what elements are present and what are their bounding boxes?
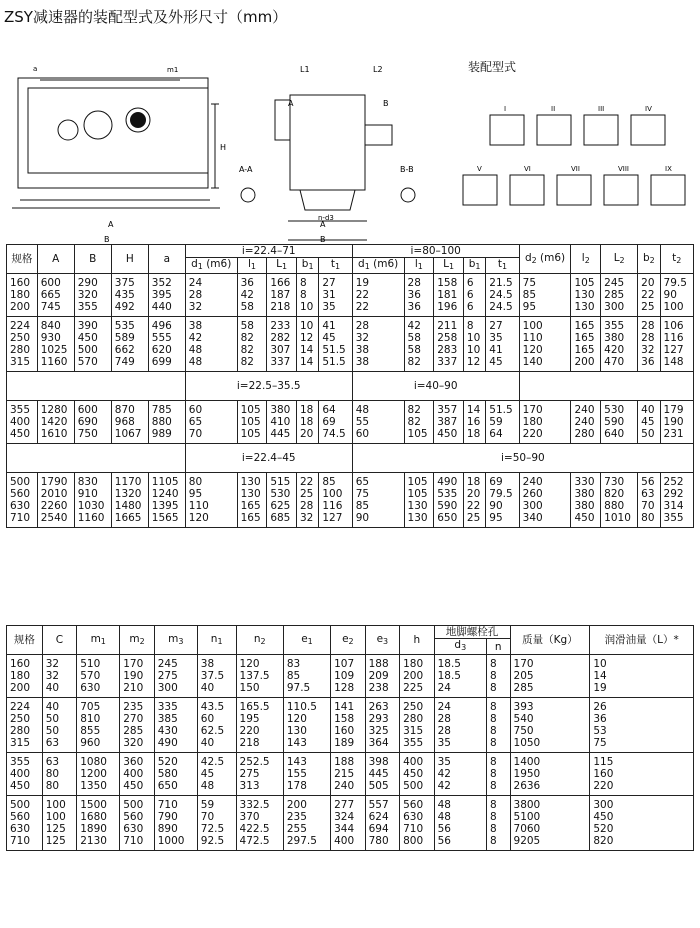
assembly-box — [463, 175, 497, 205]
assembly-type-icons — [463, 105, 685, 205]
svg-text:A: A — [108, 220, 114, 229]
svg-text:A: A — [320, 220, 326, 229]
assembly-label: VIII — [618, 165, 629, 173]
assembly-box — [584, 115, 618, 145]
svg-text:B: B — [320, 235, 326, 244]
section-a-circle — [241, 188, 255, 202]
svg-text:H: H — [220, 143, 227, 152]
assembly-label: II — [551, 105, 556, 113]
assembly-box — [631, 115, 665, 145]
assembly-label: VII — [571, 165, 580, 173]
assembly-box — [557, 175, 591, 205]
svg-text:m1: m1 — [167, 66, 179, 74]
svg-text:B: B — [104, 235, 110, 244]
svg-text:B-B: B-B — [400, 165, 414, 174]
assembly-drawings — [0, 30, 700, 244]
dimension-table-1: 规格 A B H a i=22.4–71 i=80–100 $d_2$ (m6) $l_2$ $L_2$ $b_2$ $t_2$ $d_1$ (m6) $l_1$ $L_1$ $b_1$ $t_1$ $d_1$ (m6) $l_1$ $L_1$ $b_1$ $t_1$ 160 180 200 600 665 745 290 320 355 375 435 492 352 395 440 24 28 32 36 42 58 166 187 218 8 8 10 27 31 35 19 22 22 28 36 36 158 181 196 6 6 6 21.5 24.5 24.5 75 85 95 105 130 130 245 285 300 20 22 25 79.5 90 100 224 250 280 315 840 930 1025 1160 390 450 500 570 535 589 662 749 496 555 620 699 38 42 48 48 58 82 82 82 233 282 307 337 10 12 14 14 41 45 51.5 51.5 28 32 38 38 42 58 58 82 211 258 283 337 8 10 10 12 27 35 41 45 100 110 120 140 165 165 165 200 355 380 420 470 28 28 32 36 106 116 127 148 i=22.5–35.5 i=40–90 355 400 450 1280 1420 1610 600 690 750 870 968 1067 785 880 989 60 65 70 105 105 105 380 410 445 18 18 20 64 69 74.5 48 55 60 82 82 105 357 387 450 14 16 18 51.5 59 64 170 180 220 240 240 280 530 590 640 40 45 50 179 190 231 i=22.4–45 i=50–90 500 560 630 710 1790 2010 2260 2540 830 910 1030 1160 1170 1320 1480 1665 1105 1240 1395 1565 80 95 110 120 130 130 165 165 515 530 625 685 22 25 28 32 85 100 116 127 65 75 85 90 105 105 130 130 490 535 590 650 18 20 22 25 69 79.5 90 95 240 260 300 340 330 380 380 450 730 820 880 1010 56 63 70 80 252 292 314 355 — [6, 244, 694, 528]
section-b-circle — [401, 188, 415, 202]
assembly-box — [510, 175, 544, 205]
gearbox-side-view — [18, 78, 208, 188]
assembly-box — [651, 175, 685, 205]
assembly-label: V — [477, 165, 482, 173]
assembly-box — [537, 115, 571, 145]
svg-text:L1: L1 — [300, 65, 310, 74]
assembly-box — [604, 175, 638, 205]
assembly-label: IX — [665, 165, 672, 173]
dimension-table-2: 规格 C $m_1$ $m_2$ $m_3$ $n_1$ $n_2$ $e_1$ $e_2$ $e_3$ h 地脚螺栓孔 质量（Kg） 润滑油量（L）* $d_3$ n 160 180 200 32 32 40 510 570 630 170 190 210 245 275 300 38 37.5 40 120 137.5 150 83 85 97.5 107 109 128 188 209 238 180 200 225 18.5 18.5 24 8 8 8 170 205 285 10 14 19 224 250 280 315 40 50 50 63 705 810 855 960 235 270 285 320 335 385 430 490 43.5 60 62.5 40 165.5 195 220 218 110.5 120 130 143 141 158 160 189 263 293 325 364 250 280 315 355 24 28 28 35 8 8 8 8 393 540 750 1050 26 36 53 75 355 400 450 63 80 80 1080 1200 1350 360 400 450 520 580 650 42.5 45 48 252.5 275 313 143 155 178 188 215 240 398 445 505 400 450 500 35 42 42 8 8 8 1400 1950 2636 115 160 220 500 560 630 710 100 100 125 125 1500 1680 1890 2130 500 560 630 710 710 790 890 1000 59 70 72.5 92.5 332.5 370 422.5 472.5 200 235 255 297.5 277 324 344 400 557 624 694 780 560 630 710 800 48 48 56 56 8 8 8 8 3800 5100 7060 9205 300 450 520 820 — [6, 625, 694, 851]
assembly-title: 装配型式 — [468, 60, 517, 74]
gearbox-front-view — [290, 95, 365, 190]
assembly-label: VI — [524, 165, 531, 173]
svg-text:A: A — [288, 99, 294, 108]
svg-text:a: a — [33, 65, 38, 73]
svg-text:B: B — [383, 99, 389, 108]
assembly-box — [490, 115, 524, 145]
assembly-label: III — [598, 105, 605, 113]
assembly-label: IV — [645, 105, 652, 113]
svg-text:L2: L2 — [373, 65, 383, 74]
assembly-label: I — [504, 105, 507, 113]
svg-text:A-A: A-A — [239, 165, 253, 174]
page-title: ZSY减速器的装配型式及外形尺寸（mm） — [4, 8, 288, 26]
svg-text:n-d3: n-d3 — [318, 214, 334, 222]
